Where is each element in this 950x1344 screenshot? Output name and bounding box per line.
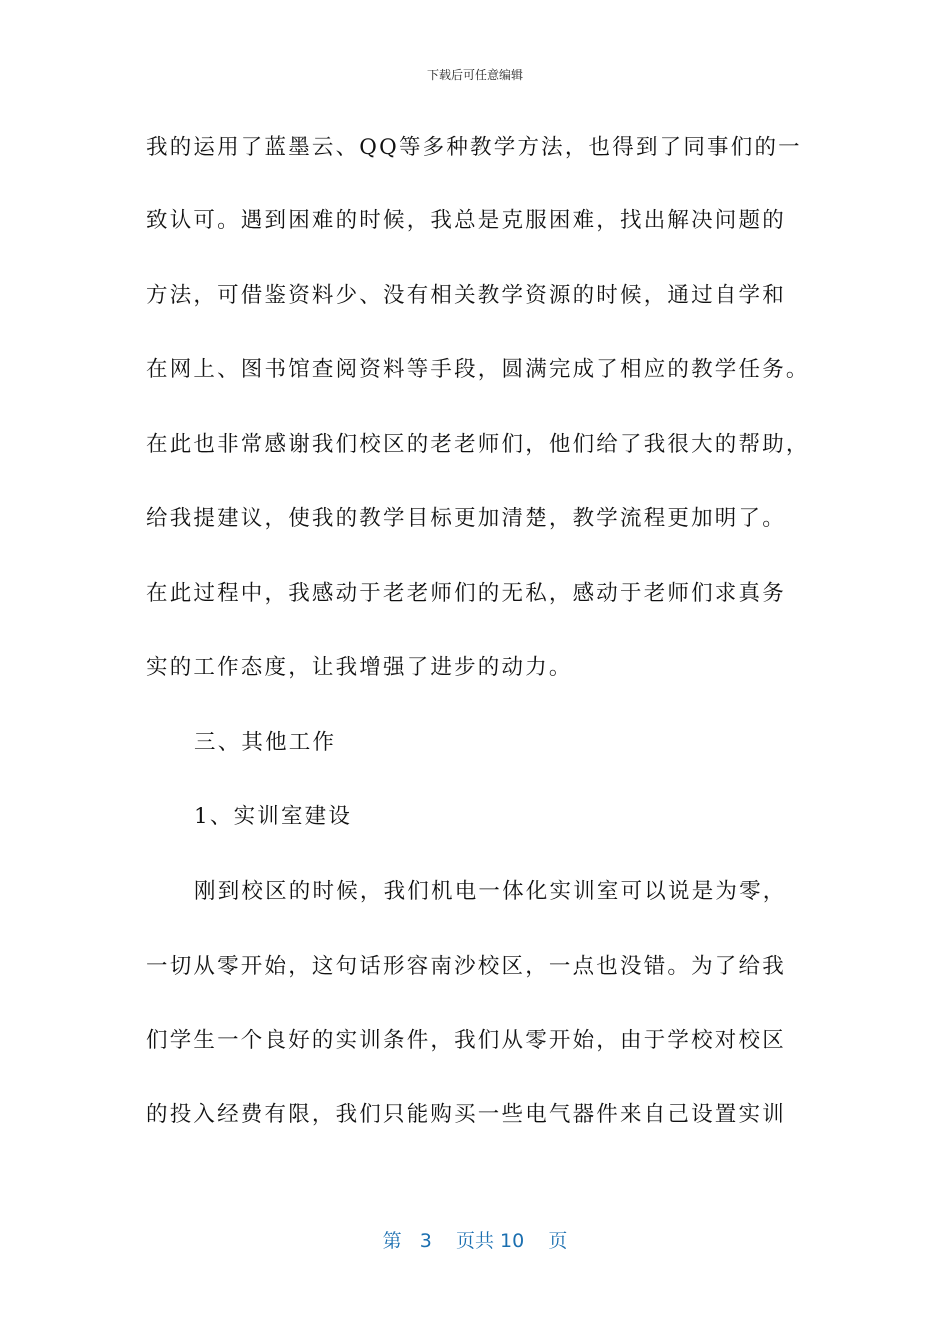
section-heading: 三、其他工作 [194,730,337,755]
page-header: 下载后可任意编辑 [426,68,523,82]
current-page-number: 3 [419,1230,432,1252]
text-line: 们学生一个良好的实训条件，我们从零开始，由于学校对校区 [146,1028,786,1053]
text-line: 在此也非常感谢我们校区的老老师们，他们给了我很大的帮助， [146,432,810,457]
footer-prefix: 第 [382,1230,402,1252]
text-line: 致认可。遇到困难的时候，我总是克服困难，找出解决问题的 [146,208,786,233]
footer-suffix: 页 [548,1230,568,1252]
text-line: 我的运用了蓝墨云、QQ等多种教学方法，也得到了同事们的一 [146,135,802,160]
text-line: 在网上、图书馆查阅资料等手段，圆满完成了相应的教学任务。 [146,357,810,382]
footer-middle: 页共 [455,1230,494,1252]
total-pages-number: 10 [500,1230,525,1252]
text-line: 方法，可借鉴资料少、没有相关教学资源的时候，通过自学和 [146,283,786,308]
text-line: 一切从零开始，这句话形容南沙校区，一点也没错。为了给我 [146,954,786,979]
text-line: 刚到校区的时候，我们机电一体化实训室可以说是为零， [194,879,787,904]
page-footer [0,1226,950,1253]
text-line: 实的工作态度，让我增强了进步的动力。 [146,655,573,680]
text-line: 的投入经费有限，我们只能购买一些电气器件来自己设置实训 [146,1102,786,1127]
subsection-heading: 1、实训室建设 [194,804,353,829]
text-line: 给我提建议，使我的教学目标更加清楚，教学流程更加明了。 [146,506,786,531]
text-line: 在此过程中，我感动于老老师们的无私，感动于老师们求真务 [146,581,786,606]
